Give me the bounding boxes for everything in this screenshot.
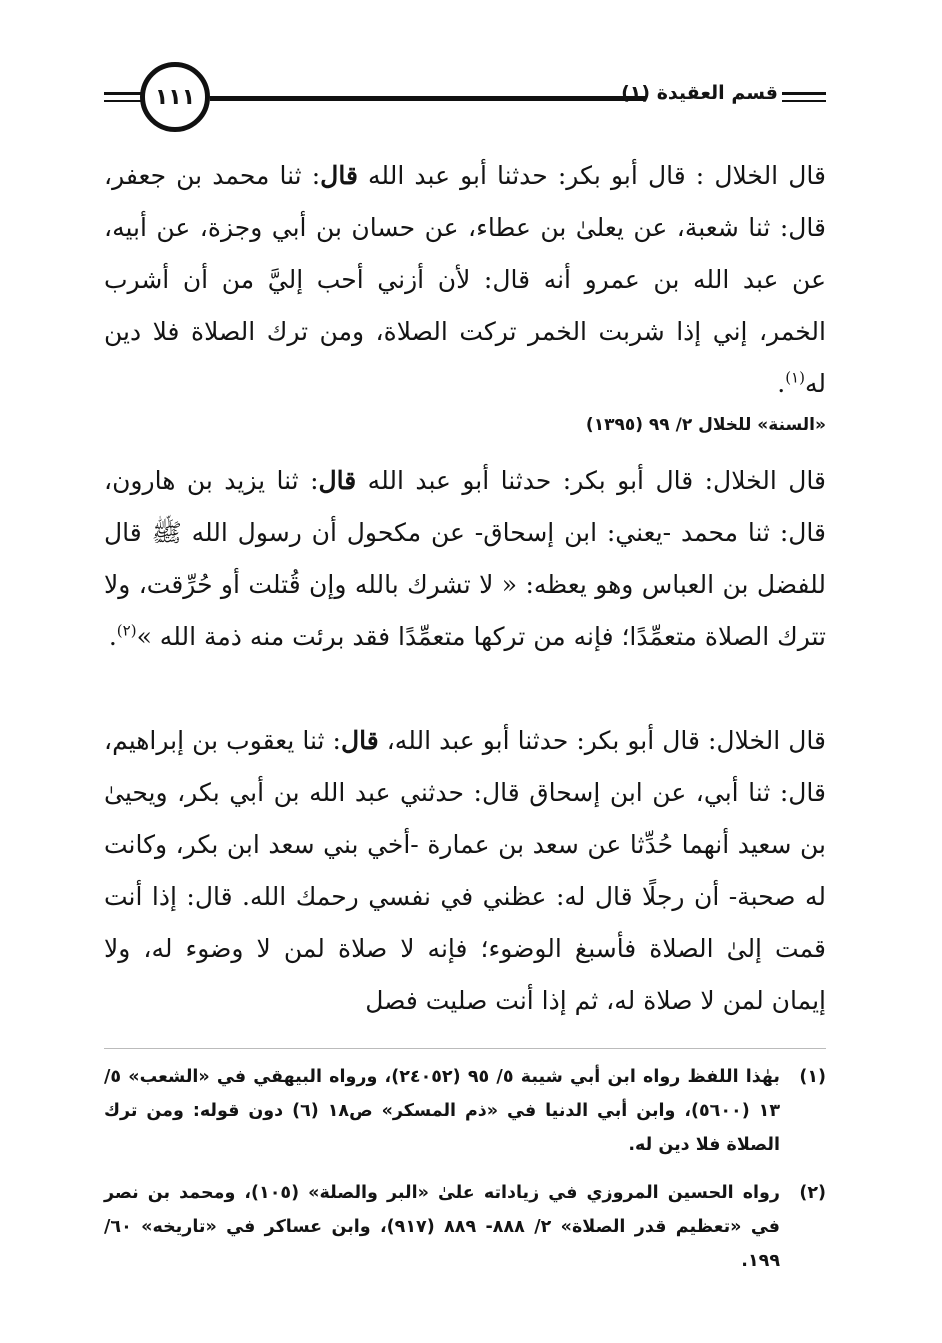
page-number: ١١١: [140, 62, 210, 132]
paragraph-bold: قال: [318, 466, 357, 495]
paragraph-text: قال الخلال: قال أبو بكر: حدثنا أبو عبد الله،: [378, 726, 827, 755]
footnote-2: [104, 1176, 826, 1278]
paragraph-text: قال الخلال: قال أبو بكر: حدثنا أبو عبد الله: [356, 466, 826, 495]
paragraph-2-container: [104, 455, 826, 663]
footnotes: [104, 1060, 826, 1292]
paragraph-bold: قال: [320, 161, 358, 190]
paragraph-end: .: [777, 369, 786, 398]
footnote-ref[interactable]: (١): [785, 368, 805, 387]
paragraph-end: .: [108, 622, 117, 651]
header-rule: [782, 100, 826, 102]
paragraph-text: : ثنا محمد بن جعفر، قال: ثنا شعبة، عن يعلىٰ بن عطاء، عن حسان بن أبي وجزة، عن أبيه، عن عبد الله بن عمرو أنه قال: لأن أزني أحب إليَّ من أن أشرب الخمر، إني إذا شربت الخمر تركت الصلاة، ومن ترك الصلاة فلا دين له: [104, 161, 826, 398]
running-head: قسم العقيدة (١): [621, 82, 778, 104]
paragraph-1: [104, 150, 826, 410]
footnote-1: [104, 1060, 826, 1162]
footnote-text: رواه الحسين المروزي في زياداته علىٰ «البر والصلة» (١٠٥)، ومحمد بن نصر في «تعظيم قدر الصلاة» ٢/ ٨٨٨- ٨٨٩ (٩١٧)، وابن عساكر في «تاريخه» ٦٠/ ١٩٩.: [104, 1183, 780, 1271]
footnote-mark: (١): [799, 1067, 826, 1087]
footnote-text: بهٰذا اللفظ رواه ابن أبي شيبة ٥/ ٩٥ (٢٤٠٥٢)، ورواه البيهقي في «الشعب» ٥/ ١٣ (٥٦٠٠)، وابن أبي الدنيا في «ذم المسكر» ص١٨ (٦) دون قوله: ومن ترك الصلاة فلا دين له.: [104, 1067, 781, 1155]
paragraph-text: قال الخلال : قال أبو بكر: حدثنا أبو عبد الله: [357, 161, 826, 190]
paragraph-bold: قال: [340, 726, 379, 755]
paragraph-text: : ثنا يعقوب بن إبراهيم، قال: ثنا أبي، عن ابن إسحاق قال: حدثني عبد الله بن أبي بكر، ويحيىٰ بن سعيد أنهما حُدِّثا عن سعد بن عمارة -أخي بني سعد ابن بكر، وكانت له صحبة- أن رجلًا قال له: عظني في نفسي رحمك الله. قال: إذا أنت قمت إلىٰ الصلاة فأسبغ الوضوء؛ فإنه لا صلاة لمن لا وضوء له، ولا إيمان لمن لا صلاة له، ثم إذا أنت صليت فصل: [104, 726, 826, 1015]
footnote-ref[interactable]: (٢): [116, 621, 137, 640]
header-rule: [104, 92, 144, 95]
paragraph-3: [104, 715, 826, 1027]
footnote-mark: (٢): [799, 1183, 826, 1203]
source-citation: «السنة» للخلال ٢/ ٩٩ (١٣٩٥): [585, 415, 826, 435]
page-header: [0, 62, 942, 140]
paragraph-3-container: [104, 715, 826, 1027]
paragraph-2: [104, 455, 826, 663]
header-rule: [104, 100, 144, 102]
footnote-separator: [104, 1048, 826, 1049]
paragraph-1-container: [104, 150, 826, 410]
paragraph-text: : ثنا يزيد بن هارون، قال: ثنا محمد -يعني: ابن إسحاق- عن مكحول أن رسول الله ﷺ قال للفضل بن العباس وهو يعظه: « لا تشرك بالله وإن قُتلت أو حُرِّقت، ولا تترك الصلاة متعمِّدًا؛ فإنه من تركها متعمِّدًا فقد برئت منه ذمة الله »: [104, 466, 826, 651]
header-rule: [782, 92, 826, 95]
header-rule: [210, 96, 646, 101]
source-container: [104, 410, 826, 440]
